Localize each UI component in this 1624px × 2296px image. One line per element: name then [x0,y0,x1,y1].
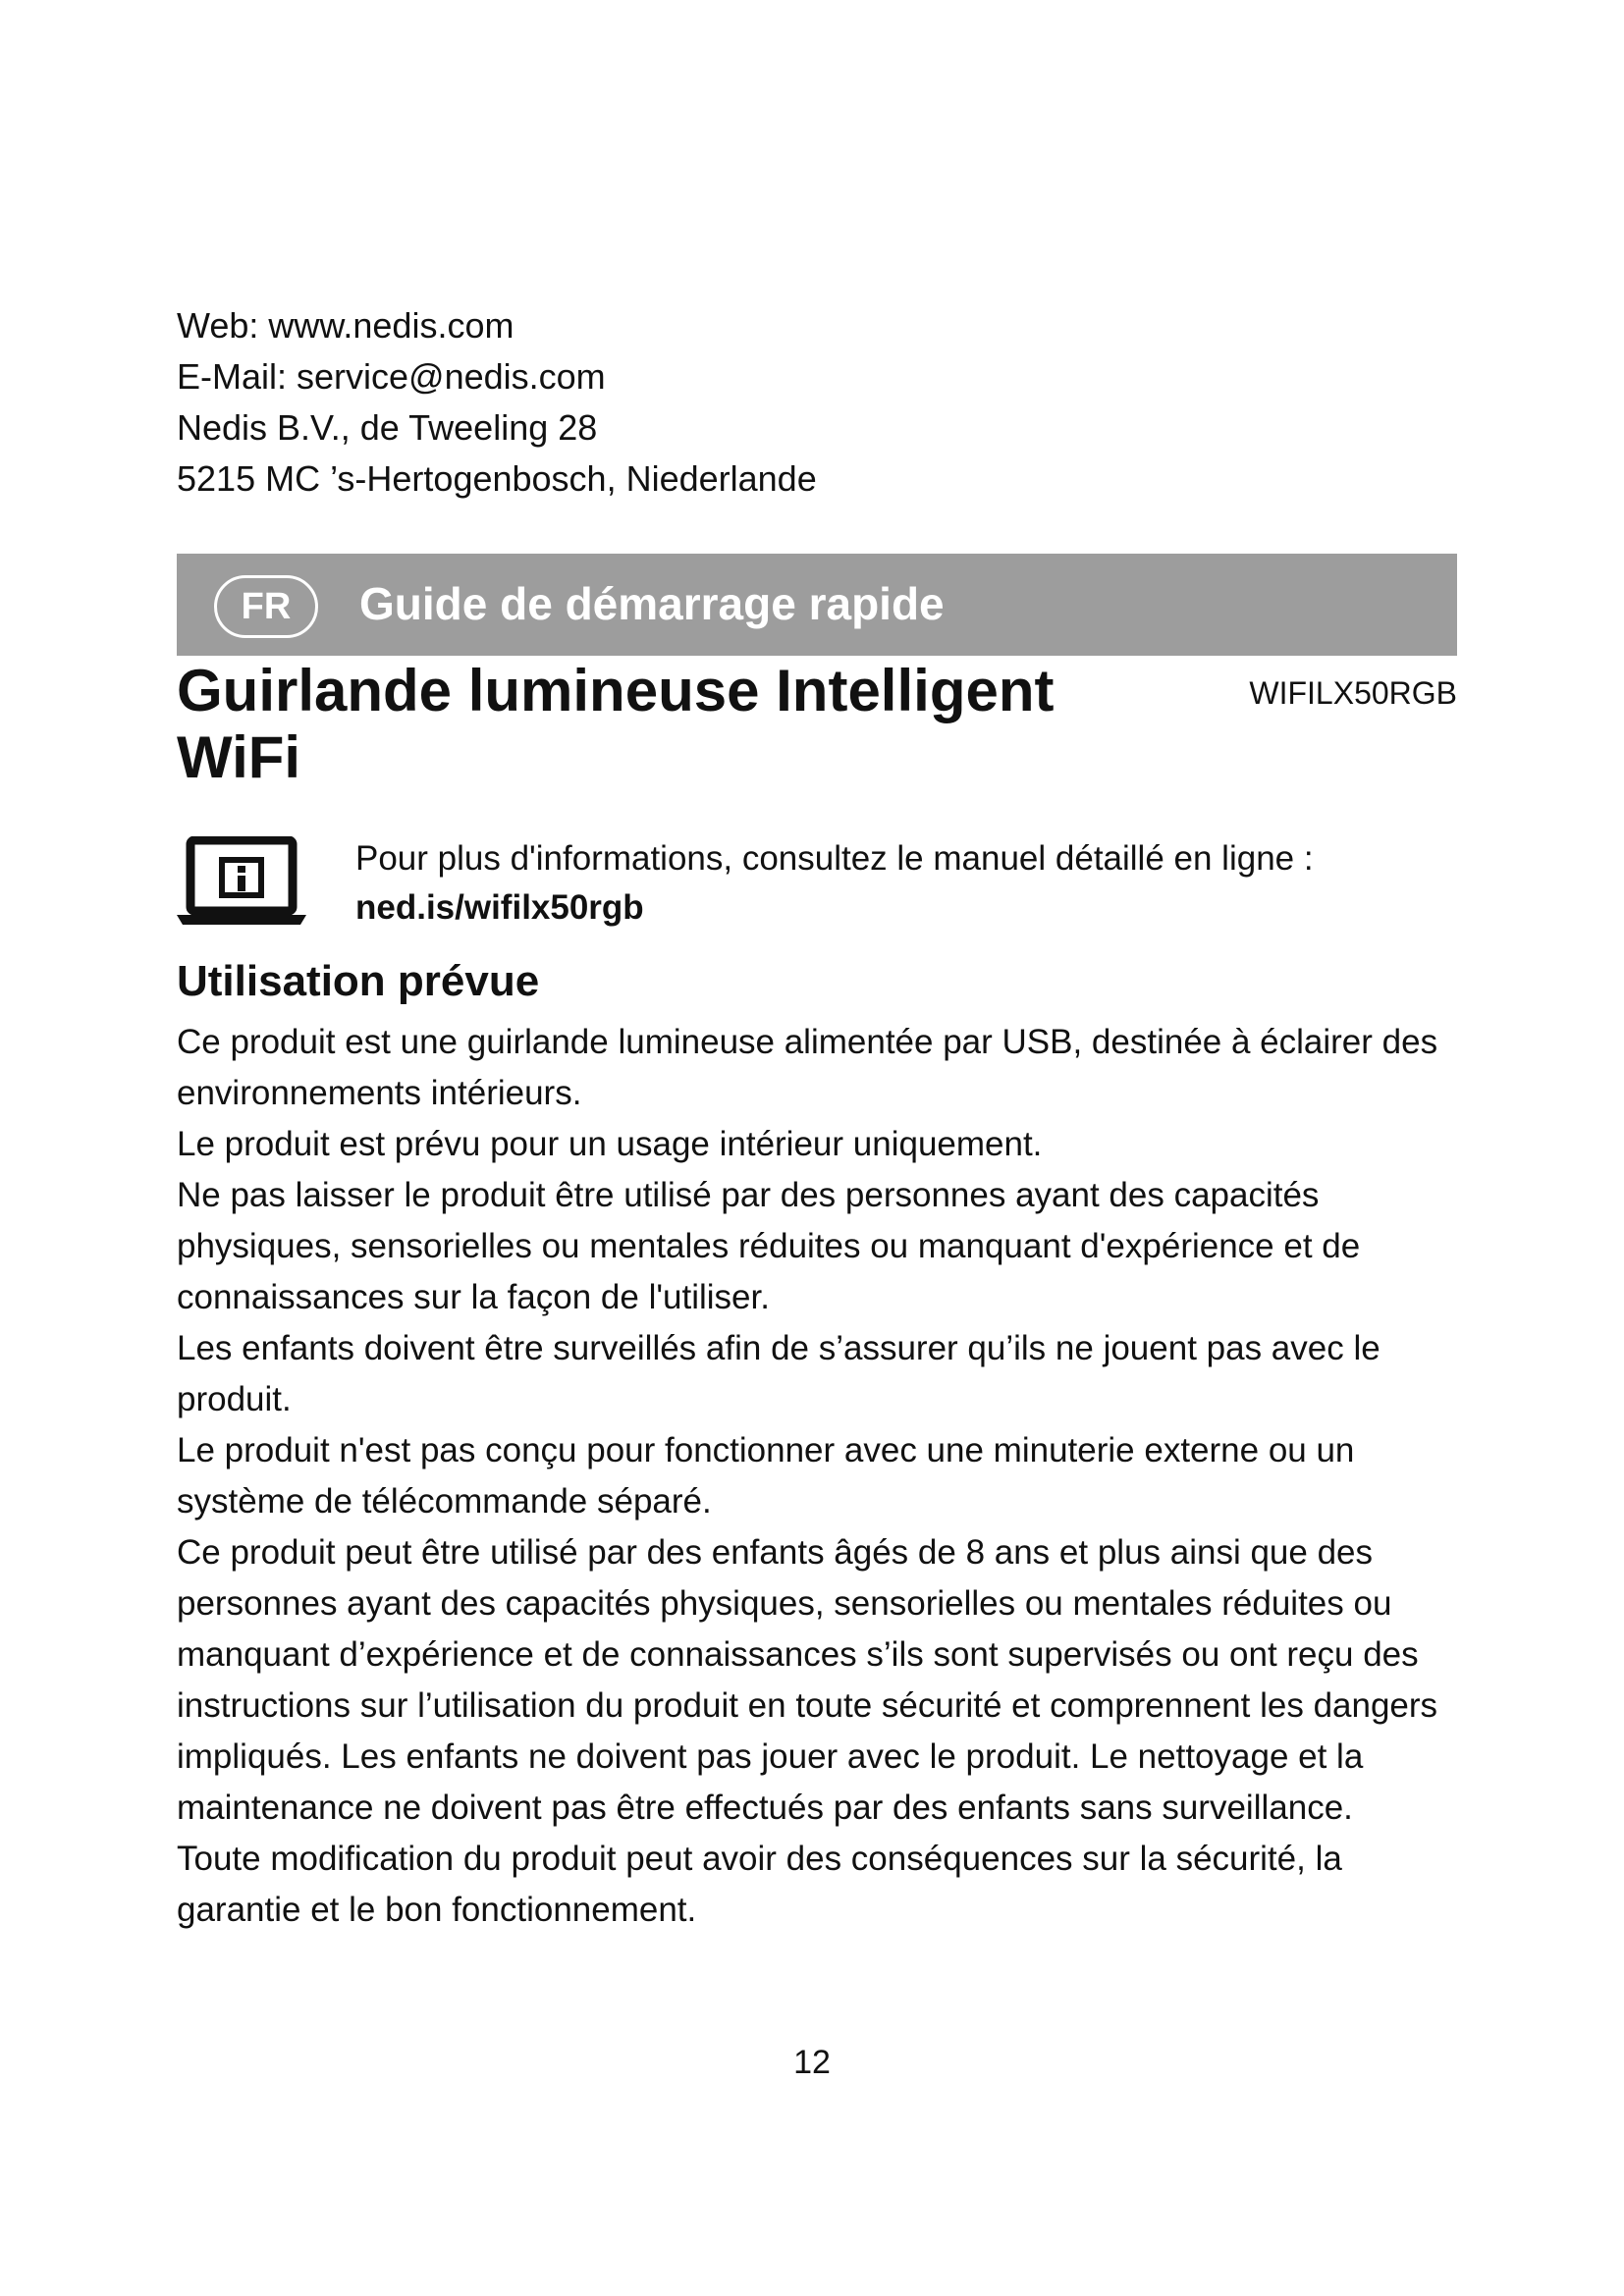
language-badge: FR [214,575,318,638]
product-title [177,658,1139,791]
body-paragraph: Toute modification du produit peut avoir des conséquences sur la sécurité, la garantie et le bon fonctionnement. [177,1840,1342,1929]
body-paragraph: Ce produit peut être utilisé par des enfants âgés de 8 ans et plus ainsi que des personnes ayant des capacités physiques, sensorielles ou mentales réduites ou manquant d’expérience et de connaissances s’ils sont supervisés ou ont reçu des instructions sur l’utilisation du produit en toute sécurité et comprennent les dangers impliqués. Les enfants ne doivent pas jouer avec le produit. Le nettoyage et la maintenance ne doivent pas être effectués par des enfants sans surveillance. [177,1533,1438,1827]
product-title-line1: Guirlande lumineuse Intelligent [177,658,1055,723]
info-note [355,834,1314,933]
contact-company: Nedis B.V., de Tweeling 28 [177,407,598,448]
body-paragraph: Ne pas laisser le produit être utilisé par des personnes ayant des capacités physiques, sensorielles ou mentales réduites ou manquant d'expérience et de connaissances sur la façon de l'utiliser. [177,1176,1361,1316]
banner-title: Guide de démarrage rapide [359,578,945,629]
contact-block [177,300,817,505]
section-heading: Utilisation prévue [177,957,540,1005]
intended-use-body [177,1017,1453,1936]
product-title-line2: WiFi [177,724,301,790]
contact-email: E-Mail: service@nedis.com [177,356,606,397]
manual-link[interactable]: ned.is/wifilx50rgb [355,888,644,927]
body-paragraph: Les enfants doivent être surveillés afin de s’assurer qu’ils ne jouent pas avec le produit. [177,1329,1380,1418]
body-paragraph: Le produit est prévu pour un usage intérieur uniquement. [177,1125,1043,1163]
model-number: WIFILX50RGB [1249,675,1457,711]
contact-web: Web: www.nedis.com [177,305,514,346]
contact-address: 5215 MC ’s-Hertogenbosch, Niederlande [177,458,817,499]
body-paragraph: Ce produit est une guirlande lumineuse alimentée par USB, destinée à éclairer des environnements intérieurs. [177,1023,1438,1112]
info-text: Pour plus d'informations, consultez le manuel détaillé en ligne : [355,839,1314,878]
laptop-info-icon [175,836,308,929]
language-banner [177,554,1457,656]
page-number: 12 [793,2044,831,2081]
body-paragraph: Le produit n'est pas conçu pour fonctionner avec une minuterie externe ou un système de télécommande séparé. [177,1431,1355,1521]
